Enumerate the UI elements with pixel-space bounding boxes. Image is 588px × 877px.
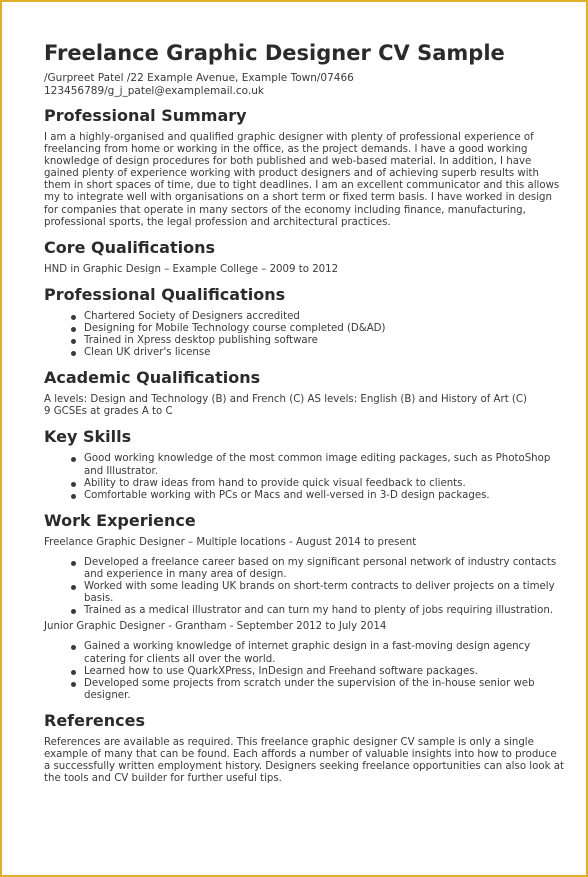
bullet-icon (71, 327, 76, 332)
core-qualifications-text: HND in Graphic Design – Example College – 2009 to 2012 (44, 263, 339, 275)
job-title-junior: Junior Graphic Designer - Grantham - September 2012 to July 2014 (44, 621, 387, 633)
list-item (71, 311, 566, 323)
list-item (71, 557, 566, 581)
list-item (71, 323, 566, 335)
list-item-text: Developed some projects from scratch under the supervision of the in-house senior web designer. (84, 677, 535, 701)
academic-qualifications-line-2: 9 GCSEs at grades A to C (44, 406, 173, 418)
list-item-text: Developed a freelance career based on my significant personal network of industry contacts and experience in many area of design. (84, 556, 557, 580)
list-item (71, 666, 566, 678)
core-qualifications-heading: Core Qualifications (44, 237, 215, 257)
list-item-text: Designing for Mobile Technology course completed (D&AD) (84, 322, 386, 334)
bullet-icon (71, 494, 76, 499)
bullet-icon (71, 585, 76, 590)
academic-qualifications-heading: Academic Qualifications (44, 368, 261, 388)
cv-title: Freelance Graphic Designer CV Sample (44, 41, 505, 65)
list-item (71, 678, 566, 702)
list-item (71, 453, 566, 477)
list-item-text: Ability to draw ideas from hand to provide quick visual feedback to clients. (84, 477, 466, 489)
bullet-icon (71, 351, 76, 356)
list-item (71, 490, 566, 502)
bullet-icon (71, 457, 76, 462)
job-freelance-duties-list (44, 557, 566, 617)
key-skills-heading: Key Skills (44, 427, 132, 447)
references-text: References are available as required. This freelance graphic designer CV sample is only a single example of many that can be found. Each affords a number of valuable insights into how to produce a successfully written employment history. Designers seeking freelance opportunities can also look at the tools and CV builder for further useful tips. (44, 736, 564, 785)
list-item (71, 605, 566, 617)
list-item-text: Trained in Xpress desktop publishing software (84, 335, 318, 347)
list-item-text: Learned how to use QuarkXPress, InDesign and Freehand software packages. (84, 665, 478, 677)
list-item-text: Clean UK driver's license (84, 347, 211, 359)
list-item (71, 335, 566, 347)
bullet-icon (71, 682, 76, 687)
professional-qualifications-list (44, 311, 566, 359)
bullet-icon (71, 645, 76, 650)
contact-line-address: /Gurpreet Patel /22 Example Avenue, Example Town/07466 (44, 72, 354, 84)
list-item-text: Gained a working knowledge of internet graphic design in a fast-moving design agency catering for clients all over the world. (84, 641, 531, 665)
list-item-text: Worked with some leading UK brands on short-term contracts to deliver projects on a timely basis. (84, 581, 555, 605)
list-item-text: Trained as a medical illustrator and can turn my hand to plenty of jobs requiring illustration. (84, 605, 554, 617)
professional-summary-heading: Professional Summary (44, 106, 247, 125)
bullet-icon (71, 561, 76, 566)
key-skills-list (44, 453, 566, 501)
academic-qualifications-line-1: A levels: Design and Technology (B) and French (C) AS levels: English (B) and History of Art (C) (44, 394, 527, 406)
contact-line-phone-email: 123456789/g_j_patel@examplemail.co.uk (44, 84, 264, 97)
job-title-freelance: Freelance Graphic Designer – Multiple locations - August 2014 to present (44, 536, 417, 548)
list-item-text: Comfortable working with PCs or Macs and well-versed in 3-D design packages. (84, 489, 490, 501)
bullet-icon (71, 482, 76, 487)
bullet-icon (71, 670, 76, 675)
list-item-text: Chartered Society of Designers accredited (84, 310, 300, 322)
list-item (71, 641, 566, 665)
list-item-text: Good working knowledge of the most common image editing packages, such as PhotoShop and Illustrator. (84, 453, 551, 477)
bullet-icon (71, 609, 76, 614)
list-item (71, 347, 566, 359)
list-item (71, 581, 566, 605)
bullet-icon (71, 315, 76, 320)
job-junior-duties-list (44, 641, 566, 701)
professional-summary-text: I am a highly-organised and qualified graphic designer with plenty of professional experience of freelancing from home or working in the office, as the project demands. I have a good working knowledge of design procedures for both published and web-based material. In addition, I have gained plenty of experience working with product designers and of achieving superb results with them in short spaces of time, due to tight deadlines. I am an excellent communicator and this allows my to integrate well with organisations on a short term or fixed term basis. I have worked in design for companies that operate in many sectors of the economy including finance, manufacturing, professional sports, the legal profession and architectural practices. (44, 132, 560, 228)
contact-details (44, 72, 566, 97)
professional-qualifications-heading: Professional Qualifications (44, 284, 286, 304)
bullet-icon (71, 339, 76, 344)
references-heading: References (44, 710, 145, 730)
list-item (71, 478, 566, 490)
work-experience-heading: Work Experience (44, 510, 196, 530)
